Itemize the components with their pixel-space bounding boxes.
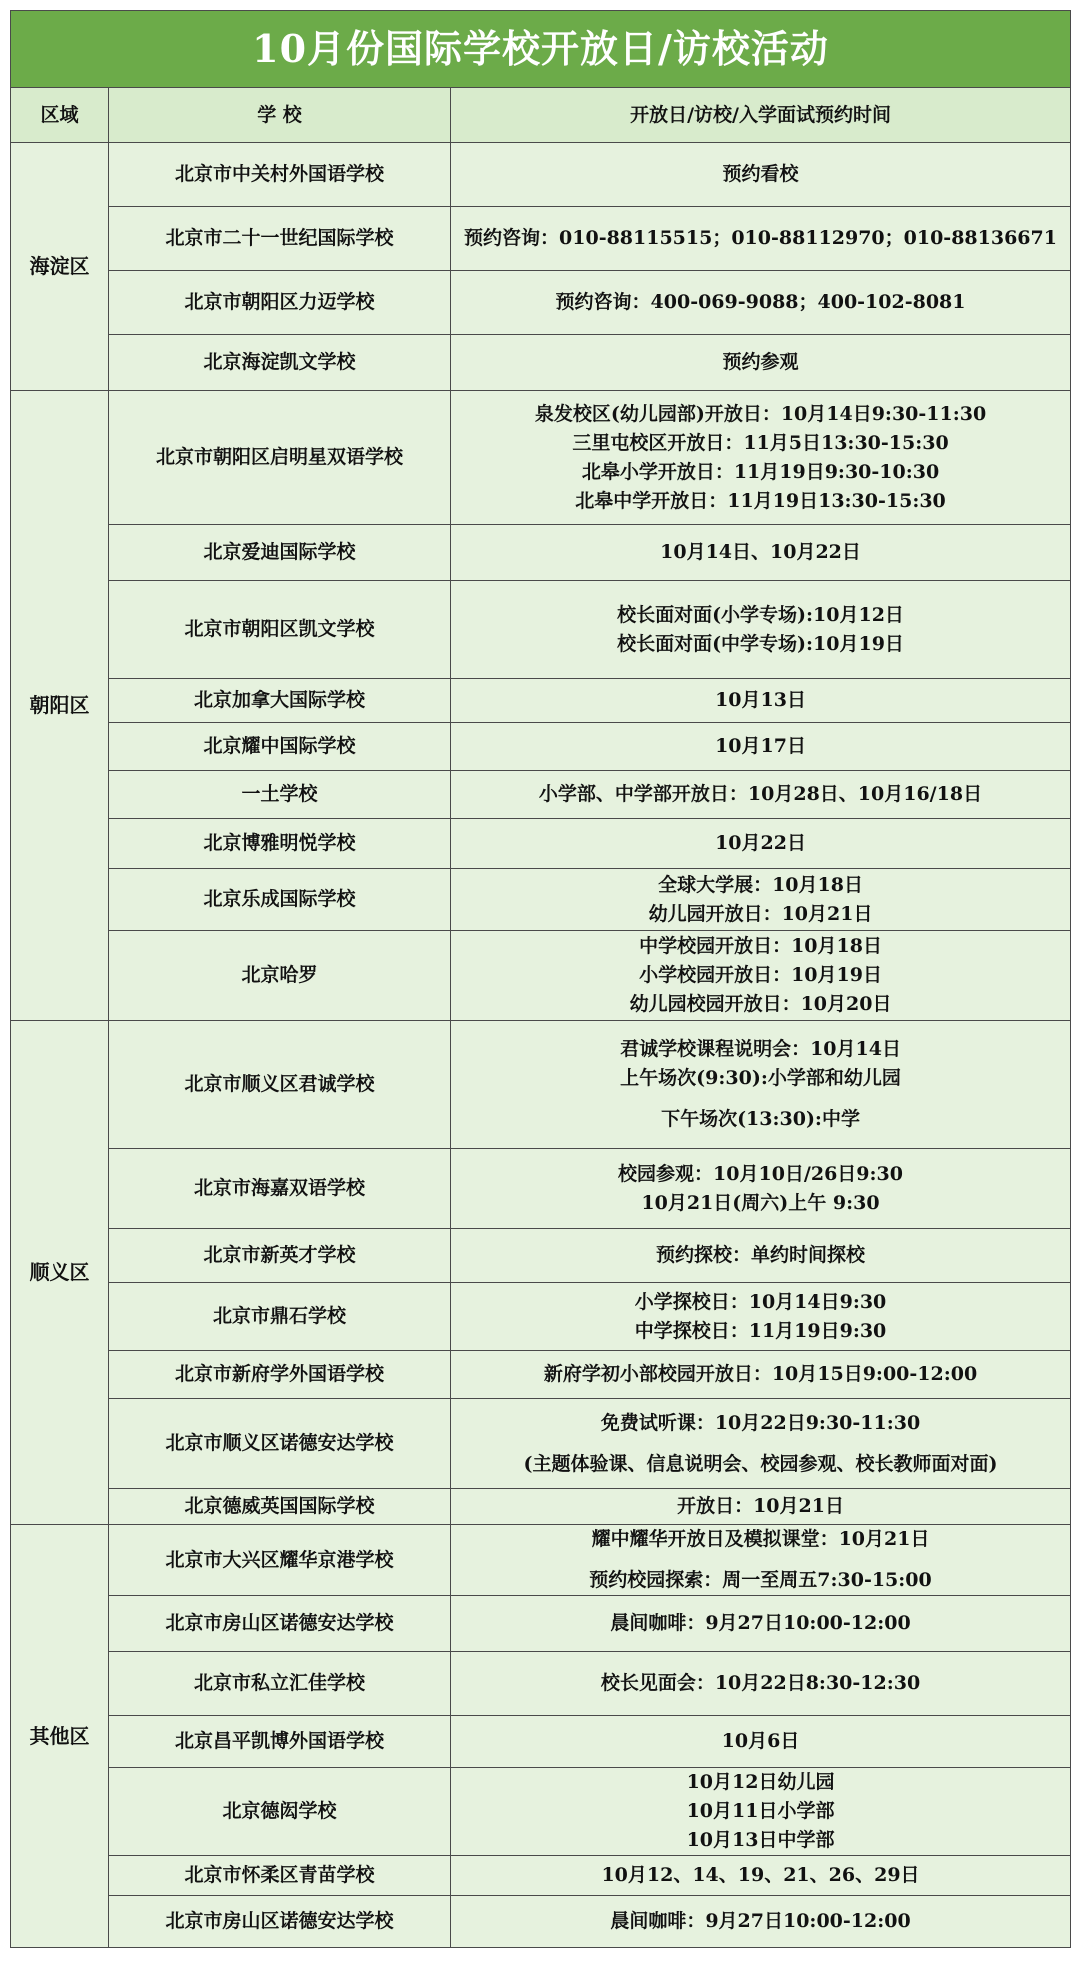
table-row [11,1149,1071,1229]
school-name-cell: 北京市中关村外国语学校 [109,143,451,207]
table-row [11,1652,1071,1716]
schedule-line: 10月14日、10月22日 [660,541,861,563]
schedule-line: 开放日：10月21日 [677,1495,844,1517]
schedule-line: 晨间咖啡：9月27日10:00-12:00 [610,1612,911,1634]
school-name-cell: 北京爱迪国际学校 [109,525,451,581]
table-row [11,819,1071,869]
schedule-cell [451,207,1071,271]
schedule-line: 幼儿园开放日：10月21日 [648,902,873,925]
schedule-cell [451,1652,1071,1716]
table-row [11,1489,1071,1525]
schedule-line: 中学探校日：11月19日9:30 [634,1319,887,1342]
school-name-cell: 北京德闳学校 [109,1768,451,1856]
schedule-line: 校长面对面(中学专场):10月19日 [617,632,904,655]
page-title: 10月份国际学校开放日/访校活动 [11,11,1071,88]
table-row [11,143,1071,207]
school-name-cell: 北京市房山区诺德安达学校 [109,1596,451,1652]
table-row [11,1021,1071,1149]
schedule-cell [451,525,1071,581]
school-name-cell: 北京哈罗 [109,931,451,1021]
school-name-cell: 北京市房山区诺德安达学校 [109,1896,451,1948]
schedule-line: (主题体验课、信息说明会、校园参观、校长教师面对面) [523,1452,998,1475]
schedule-line: 预约看校 [722,163,799,185]
schedule-line: 三里屯校区开放日：11月5日13:30-15:30 [572,431,949,454]
schedule-cell [451,1283,1071,1351]
schedule-line: 上午场次(9:30):小学部和幼儿园 [620,1067,901,1089]
school-name-cell: 北京加拿大国际学校 [109,679,451,723]
schedule-line: 10月6日 [721,1730,800,1752]
schedule-line: 小学探校日：10月14日9:30 [634,1290,887,1313]
schedule-line: 预约校园探索：周一至周五7:30-15:00 [589,1569,932,1591]
school-name-cell: 北京海淀凯文学校 [109,335,451,391]
school-name-cell: 北京耀中国际学校 [109,723,451,771]
schedule-line: 预约探校：单约时间探校 [656,1244,866,1266]
schedule-cell [451,723,1071,771]
schedule-cell [451,1399,1071,1489]
school-name-cell: 北京市海嘉双语学校 [109,1149,451,1229]
school-name-cell: 一土学校 [109,771,451,819]
school-name-cell: 北京市鼎石学校 [109,1283,451,1351]
schedule-line: 10月22日 [715,832,806,854]
schedule-cell [451,1856,1071,1896]
schedule-cell [451,581,1071,679]
table-row [11,525,1071,581]
school-name-cell: 北京市新府学外国语学校 [109,1351,451,1399]
schedule-cell [451,391,1071,525]
schedule-line: 新府学初小部校园开放日：10月15日9:00-12:00 [543,1363,978,1385]
schedule-cell [451,143,1071,207]
schedule-cell [451,1768,1071,1856]
table-row [11,1856,1071,1896]
schedule-line: 10月13日中学部 [686,1829,835,1851]
schedule-line: 10月13日 [715,689,806,711]
schedule-line: 下午场次(13:30):中学 [661,1108,860,1130]
schedule-cell [451,1149,1071,1229]
district-cell: 朝阳区 [11,391,109,1021]
schedule-line: 小学部、中学部开放日：10月28日、10月16/18日 [538,783,983,805]
school-name-cell: 北京市二十一世纪国际学校 [109,207,451,271]
schedule-cell [451,1021,1071,1149]
district-cell: 其他区 [11,1525,109,1948]
school-name-cell: 北京昌平凯博外国语学校 [109,1716,451,1768]
schedule-cell [451,335,1071,391]
schedule-line: 君诚学校课程说明会：10月14日 [620,1038,901,1060]
schedule-line: 10月21日(周六)上午 9:30 [641,1191,880,1214]
schedule-cell [451,819,1071,869]
table-row [11,581,1071,679]
table-row [11,1283,1071,1351]
schedule-cell [451,271,1071,335]
school-name-cell: 北京市大兴区耀华京港学校 [109,1525,451,1596]
schedule-cell [451,1229,1071,1283]
schedule-cell [451,1351,1071,1399]
table-row [11,335,1071,391]
schedule-cell [451,931,1071,1021]
school-name-cell: 北京德威英国国际学校 [109,1489,451,1525]
schedule-cell [451,1525,1071,1596]
school-name-cell: 北京市朝阳区力迈学校 [109,271,451,335]
table-row [11,1525,1071,1596]
schedule-cell [451,1489,1071,1525]
header-district: 区域 [11,88,109,143]
schedule-line: 中学校园开放日：10月18日 [639,935,882,957]
schedule-line: 预约参观 [722,351,799,373]
table-row [11,1229,1071,1283]
schedule-cell [451,869,1071,931]
schedule-line: 预约咨询：400-069-9088；400-102-8081 [555,291,966,313]
school-name-cell: 北京乐成国际学校 [109,869,451,931]
school-name-cell: 北京市怀柔区青苗学校 [109,1856,451,1896]
table-row [11,1716,1071,1768]
schedule-line: 校长见面会：10月22日8:30-12:30 [600,1672,921,1694]
district-cell: 海淀区 [11,143,109,391]
table-row [11,1596,1071,1652]
schedule-cell [451,679,1071,723]
table-row [11,869,1071,931]
school-name-cell: 北京市私立汇佳学校 [109,1652,451,1716]
schedule-document [10,10,1070,1948]
table-body [11,143,1071,1948]
school-name-cell: 北京市朝阳区启明星双语学校 [109,391,451,525]
schedule-line: 晨间咖啡：9月27日10:00-12:00 [610,1910,911,1932]
schedule-cell [451,1716,1071,1768]
schedule-line: 泉发校区(幼儿园部)开放日：10月14日9:30-11:30 [534,402,987,425]
district-cell: 顺义区 [11,1021,109,1525]
schedule-line: 小学校园开放日：10月19日 [639,964,882,986]
table-row [11,1896,1071,1948]
header-row [11,88,1071,143]
table-row [11,723,1071,771]
schedule-line: 全球大学展：10月18日 [658,873,863,896]
header-school: 学 校 [109,88,451,143]
table-row [11,1399,1071,1489]
school-name-cell: 北京市朝阳区凯文学校 [109,581,451,679]
table-row [11,391,1071,525]
schedule-table [10,10,1071,1948]
schedule-line: 10月12日幼儿园 [686,1771,835,1793]
schedule-cell [451,771,1071,819]
schedule-line: 10月11日小学部 [686,1800,835,1822]
schedule-line: 北皋小学开放日：11月19日9:30-10:30 [581,460,940,483]
table-row [11,207,1071,271]
schedule-cell [451,1896,1071,1948]
school-name-cell: 北京市顺义区诺德安达学校 [109,1399,451,1489]
table-row [11,679,1071,723]
schedule-line: 耀中耀华开放日及模拟课堂：10月21日 [591,1528,930,1550]
schedule-line: 校园参观：10月10日/26日9:30 [618,1162,903,1185]
table-row [11,271,1071,335]
schedule-line: 北皋中学开放日：11月19日13:30-15:30 [575,489,946,512]
table-row [11,1768,1071,1856]
table-row [11,1351,1071,1399]
header-time: 开放日/访校/入学面试预约时间 [451,88,1071,143]
schedule-line: 幼儿园校园开放日：10月20日 [629,993,892,1015]
schedule-line: 10月17日 [715,735,806,757]
schedule-line: 预约咨询：010-88115515；010-88112970；010-88136671 [464,227,1057,249]
title-row [11,11,1071,88]
school-name-cell: 北京博雅明悦学校 [109,819,451,869]
school-name-cell: 北京市顺义区君诚学校 [109,1021,451,1149]
table-row [11,931,1071,1021]
schedule-line: 免费试听课：10月22日9:30-11:30 [600,1411,921,1434]
school-name-cell: 北京市新英才学校 [109,1229,451,1283]
table-row [11,771,1071,819]
schedule-line: 10月12、14、19、21、26、29日 [601,1864,920,1886]
schedule-cell [451,1596,1071,1652]
schedule-line: 校长面对面(小学专场):10月12日 [617,603,904,626]
